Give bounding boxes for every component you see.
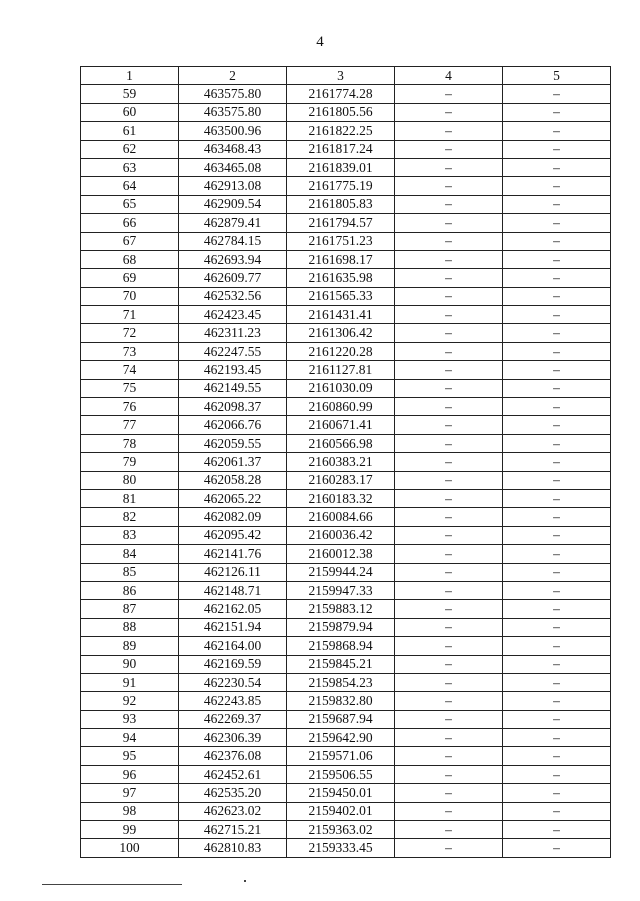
table-cell-col-2: 462879.41 [179, 214, 287, 232]
table-cell-col-5: – [503, 765, 611, 783]
table-cell-col-3: 2160566.98 [287, 434, 395, 452]
table-cell-col-1: 61 [81, 122, 179, 140]
table-cell-col-5: – [503, 821, 611, 839]
table-cell-col-2: 463575.80 [179, 85, 287, 103]
table-cell-col-4: – [395, 158, 503, 176]
table-cell-col-3: 2159854.23 [287, 673, 395, 691]
table-cell-col-2: 462810.83 [179, 839, 287, 857]
table-cell-col-3: 2159883.12 [287, 600, 395, 618]
table-cell-col-2: 462693.94 [179, 250, 287, 268]
table-row [81, 453, 611, 471]
table-cell-col-1: 80 [81, 471, 179, 489]
table-cell-col-5: – [503, 434, 611, 452]
table-cell-col-4: – [395, 342, 503, 360]
table-cell-col-5: – [503, 655, 611, 673]
column-header-1: 1 [81, 67, 179, 85]
table-row [81, 673, 611, 691]
table-cell-col-4: – [395, 287, 503, 305]
table-cell-col-3: 2160860.99 [287, 398, 395, 416]
table-cell-col-3: 2161306.42 [287, 324, 395, 342]
table-cell-col-1: 79 [81, 453, 179, 471]
table-cell-col-3: 2160012.38 [287, 545, 395, 563]
table-cell-col-5: – [503, 195, 611, 213]
table-row [81, 158, 611, 176]
table-cell-col-3: 2161822.25 [287, 122, 395, 140]
table-row [81, 839, 611, 857]
table-cell-col-2: 462423.45 [179, 306, 287, 324]
table-cell-col-2: 462247.55 [179, 342, 287, 360]
table-cell-col-3: 2161774.28 [287, 85, 395, 103]
table-cell-col-3: 2159944.24 [287, 563, 395, 581]
table-cell-col-4: – [395, 416, 503, 434]
table-cell-col-4: – [395, 821, 503, 839]
table-cell-col-4: – [395, 839, 503, 857]
table-cell-col-5: – [503, 379, 611, 397]
table-cell-col-1: 63 [81, 158, 179, 176]
table-cell-col-4: – [395, 269, 503, 287]
table-cell-col-4: – [395, 765, 503, 783]
table-cell-col-3: 2159868.94 [287, 637, 395, 655]
table-cell-col-3: 2159879.94 [287, 618, 395, 636]
table-cell-col-1: 81 [81, 489, 179, 507]
table-cell-col-5: – [503, 158, 611, 176]
table-cell-col-4: – [395, 637, 503, 655]
table-row [81, 306, 611, 324]
table-cell-col-4: – [395, 802, 503, 820]
table-cell-col-5: – [503, 581, 611, 599]
table-cell-col-2: 462066.76 [179, 416, 287, 434]
table-row [81, 471, 611, 489]
table-cell-col-2: 462162.05 [179, 600, 287, 618]
table-row [81, 195, 611, 213]
table-cell-col-2: 462376.08 [179, 747, 287, 765]
table-cell-col-5: – [503, 140, 611, 158]
table-cell-col-5: – [503, 471, 611, 489]
table-cell-col-3: 2159333.45 [287, 839, 395, 857]
table-cell-col-5: – [503, 306, 611, 324]
table-cell-col-1: 62 [81, 140, 179, 158]
table-cell-col-1: 60 [81, 103, 179, 121]
table-row [81, 489, 611, 507]
table-row [81, 177, 611, 195]
table-row [81, 526, 611, 544]
table-row [81, 692, 611, 710]
table-header-row [81, 67, 611, 85]
table-cell-col-1: 78 [81, 434, 179, 452]
table-cell-col-4: – [395, 103, 503, 121]
table-cell-col-5: – [503, 710, 611, 728]
table-cell-col-4: – [395, 232, 503, 250]
table-cell-col-4: – [395, 85, 503, 103]
table-cell-col-5: – [503, 692, 611, 710]
footer-rule [42, 884, 182, 885]
table-row [81, 821, 611, 839]
table-cell-col-4: – [395, 306, 503, 324]
table-cell-col-4: – [395, 526, 503, 544]
table-cell-col-3: 2161805.83 [287, 195, 395, 213]
table-cell-col-4: – [395, 379, 503, 397]
table-row [81, 250, 611, 268]
table-cell-col-5: – [503, 453, 611, 471]
table-cell-col-5: – [503, 103, 611, 121]
table-cell-col-4: – [395, 453, 503, 471]
table-cell-col-4: – [395, 324, 503, 342]
table-cell-col-3: 2161220.28 [287, 342, 395, 360]
table-cell-col-5: – [503, 508, 611, 526]
table-cell-col-2: 462095.42 [179, 526, 287, 544]
table-cell-col-5: – [503, 324, 611, 342]
table-cell-col-5: – [503, 250, 611, 268]
table-cell-col-4: – [395, 250, 503, 268]
column-header-4: 4 [395, 67, 503, 85]
table-cell-col-2: 462243.85 [179, 692, 287, 710]
table-cell-col-4: – [395, 563, 503, 581]
table-row [81, 269, 611, 287]
table-row [81, 398, 611, 416]
table-cell-col-3: 2159947.33 [287, 581, 395, 599]
table-cell-col-3: 2160283.17 [287, 471, 395, 489]
table-cell-col-1: 67 [81, 232, 179, 250]
table-cell-col-5: – [503, 637, 611, 655]
table-cell-col-5: – [503, 839, 611, 857]
table-row [81, 655, 611, 673]
table-cell-col-2: 462164.00 [179, 637, 287, 655]
table-cell-col-3: 2161839.01 [287, 158, 395, 176]
coordinates-table [80, 66, 611, 858]
table-row [81, 637, 611, 655]
table-cell-col-3: 2159687.94 [287, 710, 395, 728]
table-cell-col-4: – [395, 673, 503, 691]
table-row [81, 103, 611, 121]
table-cell-col-4: – [395, 434, 503, 452]
table-cell-col-4: – [395, 177, 503, 195]
table-cell-col-1: 96 [81, 765, 179, 783]
table-cell-col-5: – [503, 618, 611, 636]
table-cell-col-1: 84 [81, 545, 179, 563]
table-cell-col-4: – [395, 581, 503, 599]
table-cell-col-2: 462269.37 [179, 710, 287, 728]
table-cell-col-2: 462306.39 [179, 729, 287, 747]
table-cell-col-4: – [395, 655, 503, 673]
table-cell-col-2: 462148.71 [179, 581, 287, 599]
table-cell-col-4: – [395, 600, 503, 618]
table-cell-col-3: 2161794.57 [287, 214, 395, 232]
table-cell-col-2: 462452.61 [179, 765, 287, 783]
table-cell-col-1: 59 [81, 85, 179, 103]
table-cell-col-2: 462058.28 [179, 471, 287, 489]
table-cell-col-5: – [503, 729, 611, 747]
table-cell-col-5: – [503, 122, 611, 140]
table-cell-col-2: 462623.02 [179, 802, 287, 820]
table-cell-col-5: – [503, 600, 611, 618]
table-row [81, 618, 611, 636]
table-cell-col-4: – [395, 784, 503, 802]
table-cell-col-2: 462193.45 [179, 361, 287, 379]
table-cell-col-5: – [503, 526, 611, 544]
table-cell-col-3: 2161817.24 [287, 140, 395, 158]
table-cell-col-3: 2161751.23 [287, 232, 395, 250]
table-cell-col-2: 462141.76 [179, 545, 287, 563]
table-cell-col-5: – [503, 416, 611, 434]
column-header-5: 5 [503, 67, 611, 85]
table-row [81, 508, 611, 526]
table-row [81, 710, 611, 728]
table-row [81, 434, 611, 452]
table-cell-col-5: – [503, 287, 611, 305]
table-row [81, 214, 611, 232]
table-cell-col-1: 86 [81, 581, 179, 599]
table-cell-col-1: 94 [81, 729, 179, 747]
table-cell-col-2: 462535.20 [179, 784, 287, 802]
table-cell-col-1: 66 [81, 214, 179, 232]
table-row [81, 361, 611, 379]
table-cell-col-1: 91 [81, 673, 179, 691]
table-cell-col-3: 2161030.09 [287, 379, 395, 397]
table-cell-col-3: 2159845.21 [287, 655, 395, 673]
table-cell-col-1: 87 [81, 600, 179, 618]
table-cell-col-2: 462126.11 [179, 563, 287, 581]
table-cell-col-1: 75 [81, 379, 179, 397]
table-row [81, 747, 611, 765]
table-cell-col-5: – [503, 398, 611, 416]
column-header-2: 2 [179, 67, 287, 85]
table-cell-col-2: 462169.59 [179, 655, 287, 673]
table-row [81, 416, 611, 434]
table-cell-col-1: 69 [81, 269, 179, 287]
table-cell-col-2: 462082.09 [179, 508, 287, 526]
table-cell-col-4: – [395, 692, 503, 710]
table-cell-col-5: – [503, 784, 611, 802]
table-cell-col-5: – [503, 489, 611, 507]
table-cell-col-5: – [503, 177, 611, 195]
table-cell-col-5: – [503, 545, 611, 563]
table-cell-col-5: – [503, 232, 611, 250]
table-cell-col-2: 462715.21 [179, 821, 287, 839]
table-cell-col-2: 462149.55 [179, 379, 287, 397]
table-cell-col-2: 462311.23 [179, 324, 287, 342]
table-cell-col-5: – [503, 214, 611, 232]
table-cell-col-3: 2161805.56 [287, 103, 395, 121]
table-cell-col-4: – [395, 140, 503, 158]
table-row [81, 729, 611, 747]
table-cell-col-1: 73 [81, 342, 179, 360]
table-cell-col-1: 95 [81, 747, 179, 765]
table-cell-col-2: 462151.94 [179, 618, 287, 636]
table-cell-col-4: – [395, 747, 503, 765]
table-cell-col-3: 2161698.17 [287, 250, 395, 268]
table-cell-col-2: 462059.55 [179, 434, 287, 452]
table-cell-col-4: – [395, 471, 503, 489]
table-cell-col-2: 462230.54 [179, 673, 287, 691]
table-cell-col-4: – [395, 361, 503, 379]
table-row [81, 563, 611, 581]
table-row [81, 122, 611, 140]
table-cell-col-3: 2159450.01 [287, 784, 395, 802]
table-cell-col-4: – [395, 489, 503, 507]
table-cell-col-1: 64 [81, 177, 179, 195]
table-cell-col-1: 65 [81, 195, 179, 213]
table-cell-col-1: 74 [81, 361, 179, 379]
table-cell-col-1: 68 [81, 250, 179, 268]
table-cell-col-4: – [395, 122, 503, 140]
table-cell-col-1: 97 [81, 784, 179, 802]
table-cell-col-2: 463468.43 [179, 140, 287, 158]
table-cell-col-1: 82 [81, 508, 179, 526]
table-cell-col-2: 462913.08 [179, 177, 287, 195]
table-cell-col-1: 90 [81, 655, 179, 673]
table-cell-col-1: 99 [81, 821, 179, 839]
table-cell-col-2: 462909.54 [179, 195, 287, 213]
table-row [81, 287, 611, 305]
table-cell-col-5: – [503, 563, 611, 581]
table-cell-col-1: 89 [81, 637, 179, 655]
table-cell-col-1: 85 [81, 563, 179, 581]
table-row [81, 600, 611, 618]
table-cell-col-3: 2159363.02 [287, 821, 395, 839]
table-body [81, 85, 611, 857]
table-cell-col-4: – [395, 214, 503, 232]
table-cell-col-2: 463575.80 [179, 103, 287, 121]
table-cell-col-3: 2160036.42 [287, 526, 395, 544]
table-cell-col-3: 2161127.81 [287, 361, 395, 379]
table-cell-col-3: 2161565.33 [287, 287, 395, 305]
table-cell-col-3: 2159402.01 [287, 802, 395, 820]
table-cell-col-2: 462065.22 [179, 489, 287, 507]
table-cell-col-2: 462098.37 [179, 398, 287, 416]
table-cell-col-1: 93 [81, 710, 179, 728]
page-number: 4 [316, 34, 324, 50]
table-row [81, 324, 611, 342]
table-cell-col-2: 463465.08 [179, 158, 287, 176]
footer-mark [244, 880, 246, 882]
table-cell-col-2: 462532.56 [179, 287, 287, 305]
table-cell-col-4: – [395, 710, 503, 728]
table-cell-col-2: 463500.96 [179, 122, 287, 140]
table-cell-col-3: 2159832.80 [287, 692, 395, 710]
table-cell-col-1: 100 [81, 839, 179, 857]
table-cell-col-3: 2160183.32 [287, 489, 395, 507]
table-cell-col-1: 76 [81, 398, 179, 416]
table-row [81, 765, 611, 783]
table-row [81, 802, 611, 820]
table-cell-col-4: – [395, 195, 503, 213]
table-row [81, 140, 611, 158]
column-header-3: 3 [287, 67, 395, 85]
table-cell-col-3: 2159571.06 [287, 747, 395, 765]
table-row [81, 342, 611, 360]
table-cell-col-4: – [395, 508, 503, 526]
table-cell-col-3: 2160671.41 [287, 416, 395, 434]
table-cell-col-1: 71 [81, 306, 179, 324]
table-cell-col-1: 92 [81, 692, 179, 710]
table-cell-col-3: 2161635.98 [287, 269, 395, 287]
table-row [81, 379, 611, 397]
table-cell-col-1: 70 [81, 287, 179, 305]
table-cell-col-5: – [503, 802, 611, 820]
table-cell-col-1: 83 [81, 526, 179, 544]
table-row [81, 784, 611, 802]
table-cell-col-4: – [395, 545, 503, 563]
table-cell-col-3: 2159506.55 [287, 765, 395, 783]
table-cell-col-3: 2161431.41 [287, 306, 395, 324]
table-cell-col-5: – [503, 673, 611, 691]
table-cell-col-3: 2161775.19 [287, 177, 395, 195]
table-cell-col-2: 462609.77 [179, 269, 287, 287]
table-cell-col-5: – [503, 342, 611, 360]
table-cell-col-5: – [503, 747, 611, 765]
table-cell-col-3: 2160383.21 [287, 453, 395, 471]
table-cell-col-1: 77 [81, 416, 179, 434]
table-cell-col-3: 2160084.66 [287, 508, 395, 526]
table-cell-col-4: – [395, 729, 503, 747]
table-row [81, 581, 611, 599]
table-cell-col-1: 98 [81, 802, 179, 820]
table-row [81, 545, 611, 563]
table-cell-col-1: 72 [81, 324, 179, 342]
table-cell-col-3: 2159642.90 [287, 729, 395, 747]
table-cell-col-5: – [503, 269, 611, 287]
table-cell-col-2: 462061.37 [179, 453, 287, 471]
table-cell-col-5: – [503, 361, 611, 379]
table-cell-col-2: 462784.15 [179, 232, 287, 250]
table-cell-col-5: – [503, 85, 611, 103]
table-row [81, 232, 611, 250]
table-cell-col-4: – [395, 398, 503, 416]
table-cell-col-1: 88 [81, 618, 179, 636]
table-cell-col-4: – [395, 618, 503, 636]
table-row [81, 85, 611, 103]
